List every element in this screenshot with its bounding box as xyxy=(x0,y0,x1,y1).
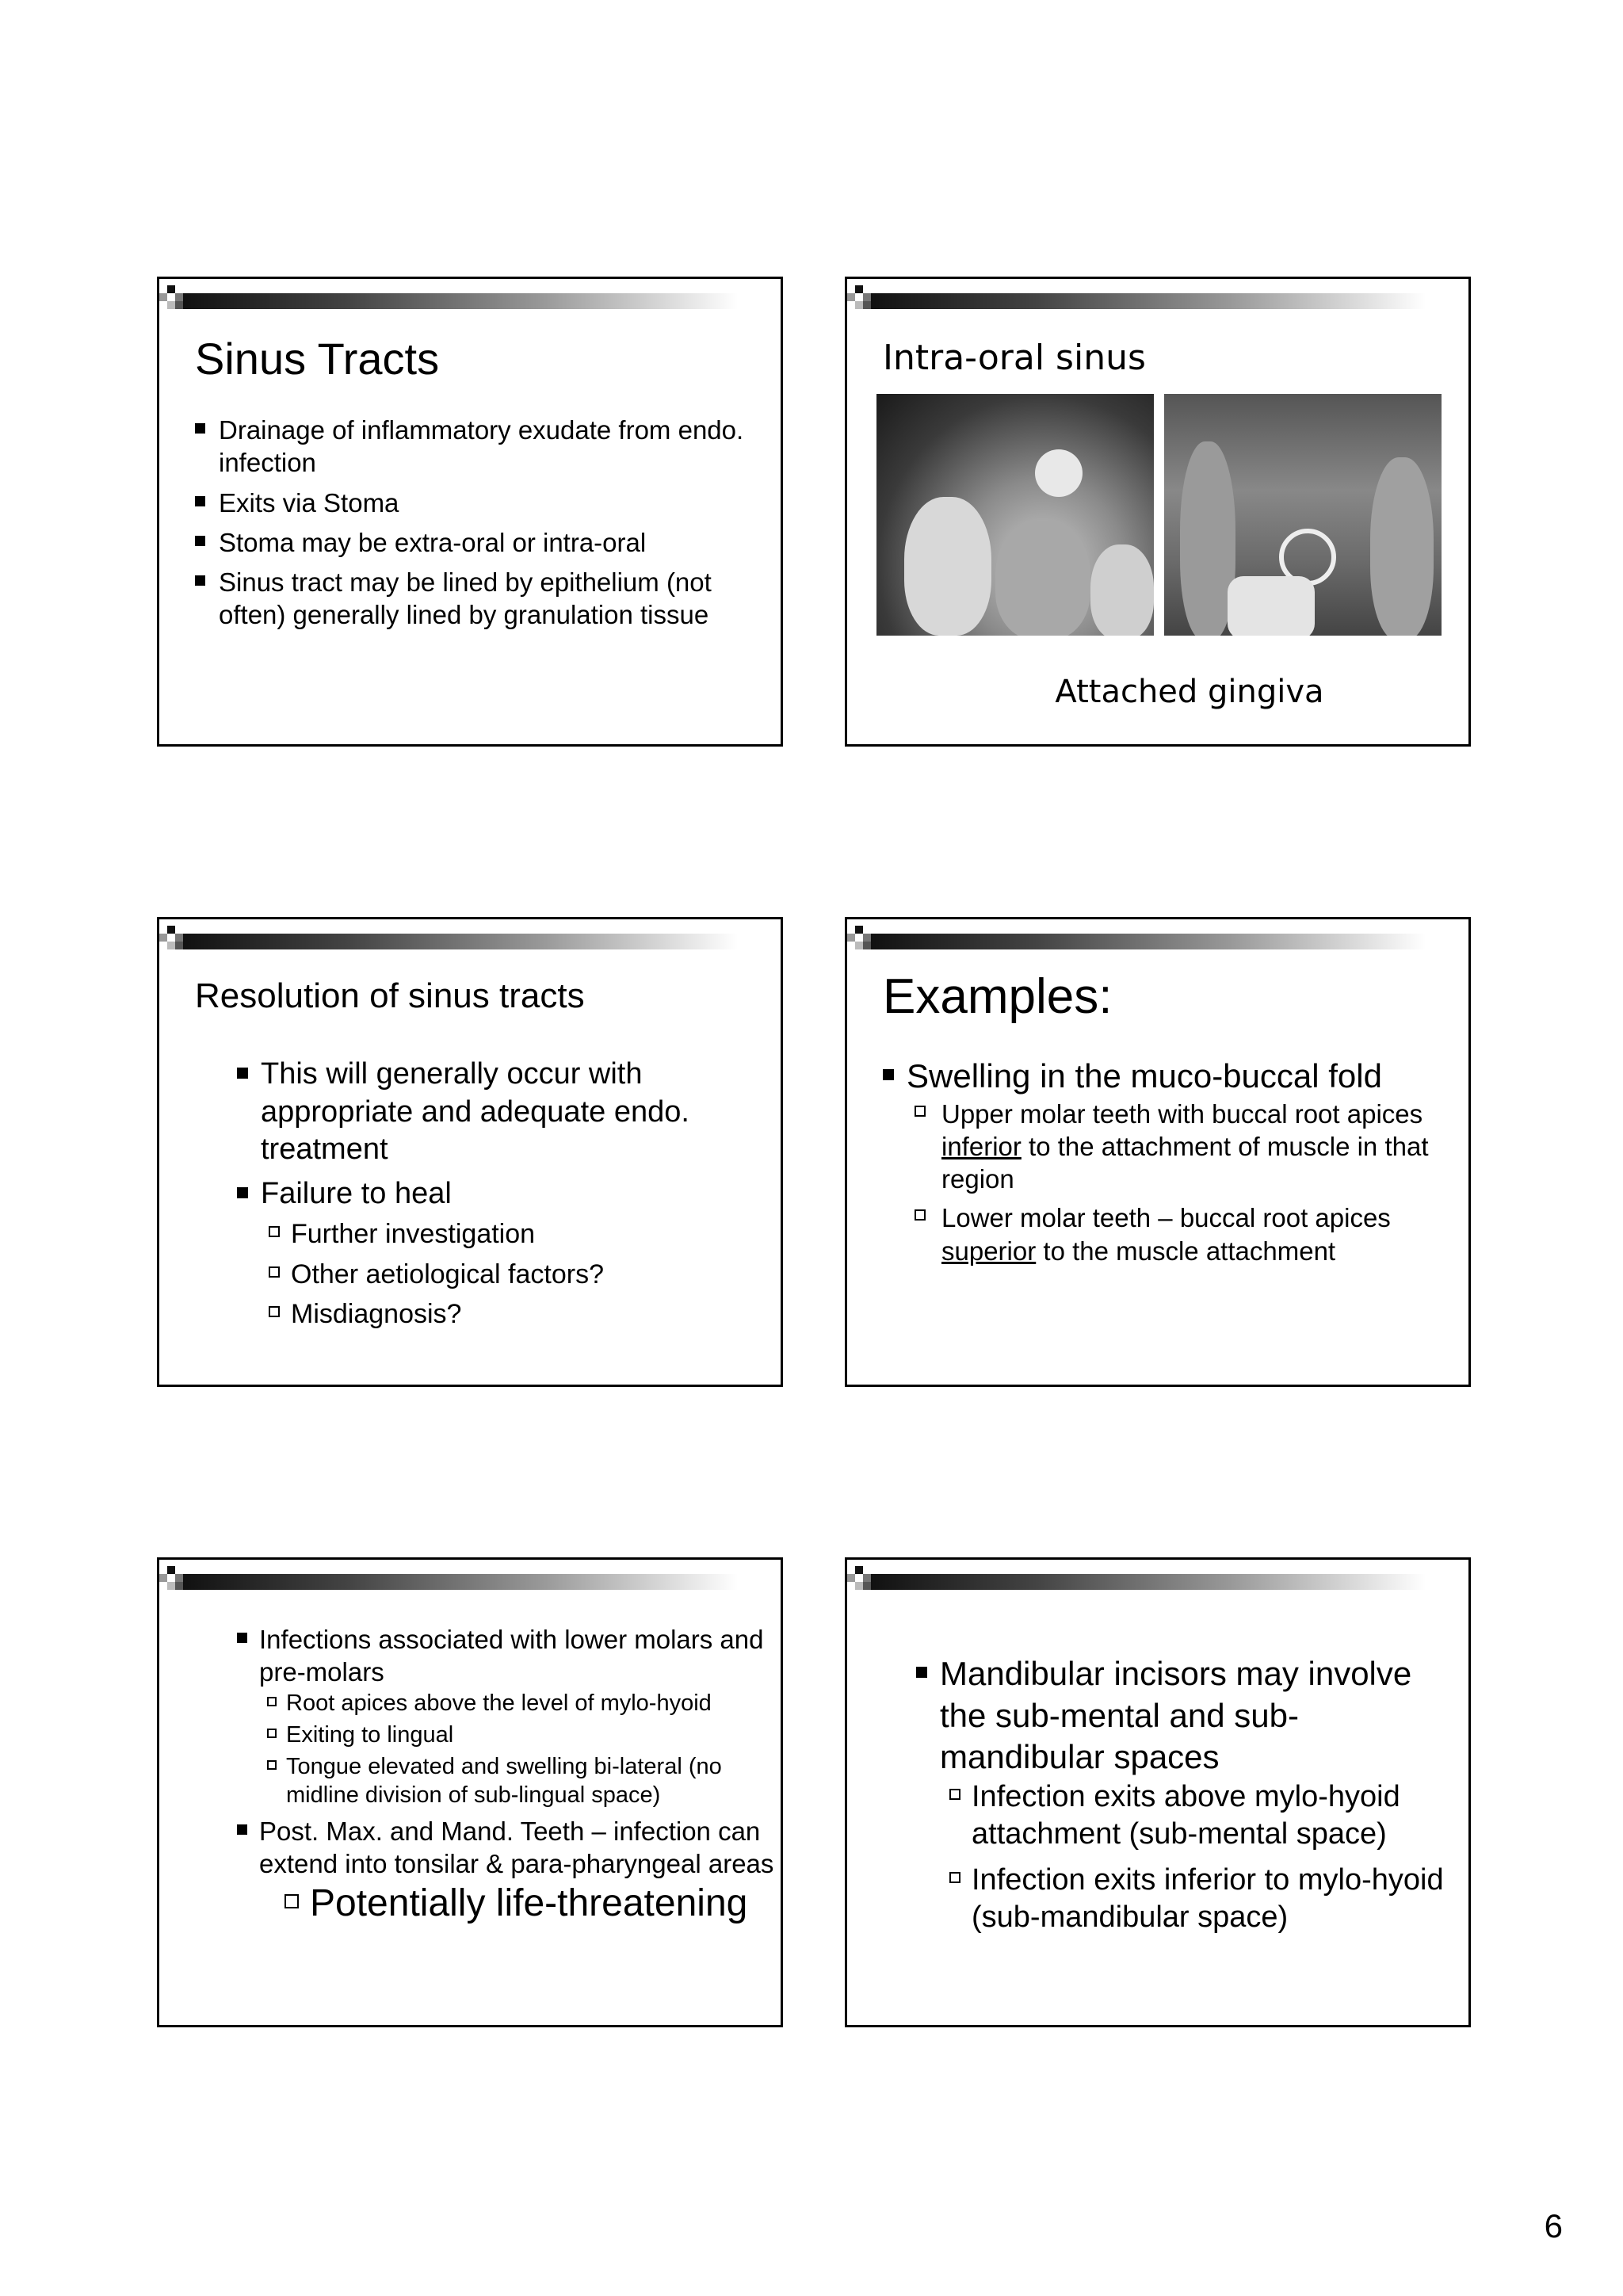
bullet-item xyxy=(916,1653,1455,1937)
sub-bullet-list xyxy=(259,1689,776,1810)
sub-bullet-item: Exiting to lingual xyxy=(267,1721,776,1749)
bullet-item: Stoma may be extra-oral or intra-oral xyxy=(195,526,766,559)
bullet-item: This will generally occur with appropriate and adequate endo. treatment xyxy=(237,1056,752,1169)
slide-title: Resolution of sinus tracts xyxy=(195,976,585,1015)
slide-mandibular-incisors xyxy=(845,1557,1471,2027)
bullet-text: Infections associated with lower molars and pre-molars xyxy=(259,1625,764,1687)
slide-header-decoration xyxy=(159,1560,781,1607)
sub-bullet-item: Further investigation xyxy=(269,1217,752,1251)
bullet-list xyxy=(237,1056,752,1338)
slide-title: Intra-oral sinus xyxy=(883,338,1146,378)
bullet-item: Sinus tract may be lined by epithelium (not often) generally lined by granulation tissue xyxy=(195,566,766,632)
bullet-item: Exits via Stoma xyxy=(195,487,766,519)
slide-title: Examples: xyxy=(883,969,1113,1024)
text-part: to the muscle attachment xyxy=(1036,1236,1336,1266)
slide-header-decoration xyxy=(847,919,1468,967)
text-part: Upper molar teeth with buccal root apices xyxy=(941,1098,1423,1129)
bullet-list xyxy=(883,1056,1445,1274)
bullet-list xyxy=(916,1653,1455,1945)
slide-sinus-tracts xyxy=(157,277,783,747)
sub-bullet-item: Infection exits inferior to mylo-hyoid (sub-mandibular space) xyxy=(949,1862,1455,1937)
bullet-item: Drainage of inflammatory exudate from endo. infection xyxy=(195,414,766,479)
sub-bullet-list xyxy=(259,1880,776,1927)
bullet-item xyxy=(237,1815,776,1928)
bullet-item xyxy=(237,1623,776,1810)
slide-header-decoration xyxy=(847,279,1468,327)
bullet-item xyxy=(883,1056,1445,1267)
bullet-text: Swelling in the muco-buccal fold xyxy=(907,1057,1382,1095)
bullet-list xyxy=(195,414,766,639)
slide-title: Sinus Tracts xyxy=(195,334,440,384)
slide-examples xyxy=(845,917,1471,1387)
bullet-text: Mandibular incisors may involve the sub-mental and sub-mandibular spaces xyxy=(940,1655,1412,1775)
sub-bullet-list xyxy=(907,1098,1445,1267)
bullet-item xyxy=(237,1175,752,1331)
bullet-text: Failure to heal xyxy=(261,1176,452,1210)
bullet-list xyxy=(237,1623,776,1932)
text-part: Lower molar teeth – buccal root apices xyxy=(941,1203,1391,1233)
sub-bullet-item: Infection exits above mylo-hyoid attachment (sub-mental space) xyxy=(949,1778,1455,1854)
underlined-term: superior xyxy=(941,1236,1037,1266)
image-caption xyxy=(847,674,1468,710)
sub-bullet-list xyxy=(261,1217,752,1331)
sub-bullet-list xyxy=(940,1778,1455,1937)
sub-bullet-item: Potentially life-threatening xyxy=(285,1880,776,1927)
sub-bullet-item: Root apices above the level of mylo-hyoid xyxy=(267,1689,776,1717)
bullet-text: Post. Max. and Mand. Teeth – infection can extend into tonsilar & para-pharyngeal areas xyxy=(259,1816,774,1878)
radiograph-image xyxy=(1164,394,1442,636)
text-part: to the attachment of muscle in that region xyxy=(941,1131,1429,1194)
page-number: 6 xyxy=(1544,2207,1563,2244)
underlined-term: inferior xyxy=(941,1131,1022,1161)
sub-bullet-item: Tongue elevated and swelling bi-lateral (no midline division of sub-lingual space) xyxy=(267,1752,776,1810)
slide-header-decoration xyxy=(159,919,781,967)
sub-bullet-item: Other aetiological factors? xyxy=(269,1258,752,1292)
slide-header-decoration xyxy=(847,1560,1468,1607)
caption-text: Attached gingiva xyxy=(1055,674,1324,710)
sub-bullet-item xyxy=(915,1098,1445,1196)
slide-header-decoration xyxy=(159,279,781,327)
sub-bullet-item xyxy=(915,1201,1445,1267)
intra-oral-photo xyxy=(876,394,1154,636)
sub-bullet-item: Misdiagnosis? xyxy=(269,1297,752,1331)
slide-intra-oral-sinus xyxy=(845,277,1471,747)
slide-lower-molar-infections xyxy=(157,1557,783,2027)
slide-resolution xyxy=(157,917,783,1387)
